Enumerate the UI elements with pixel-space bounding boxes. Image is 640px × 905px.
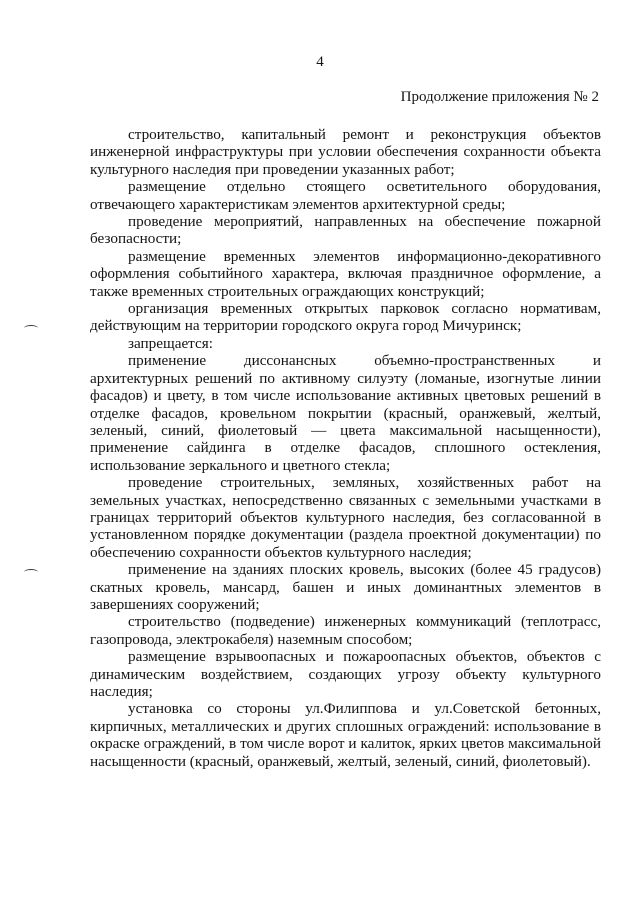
paragraph-hazardous-objects: размещение взрывоопасных и пожароопасных объектов, объектов с динамическим воздействием, создающих угрозу объекту культурного наследия;	[90, 648, 601, 700]
paragraph-decorative-elements: размещение временных элементов информационно-декоративного оформления событийного характера, включая праздничное оформление, а также временных строительных ограждающих конструкций;	[90, 247, 601, 300]
paragraph-utilities: строительство (подведение) инженерных коммуникаций (теплотрасс, газопровода, электрокабеля) наземным способом;	[90, 613, 601, 648]
paragraph-dissonant-solutions: применение диссонансных объемно-пространственных и архитектурных решений по активному силуэту (ломаные, изогнутые линии фасадов) и цвету, в том числе использование активных цветовых решений в отделке фасадов, кровельном покрытии (красный, оранжевый, желтый, зеленый, синий, фиолетовый — цвета максимальной насыщенности), применение сайдинга в отделке фасадов, сплошного остекления, использование зеркального и цветного стекла;	[90, 352, 601, 474]
paragraph-lighting: размещение отдельно стоящего осветительного оборудования, отвечающего характеристикам элементов архитектурной среды;	[90, 178, 601, 213]
appendix-continuation-label: Продолжение приложения № 2	[400, 89, 599, 105]
page-number: 4	[316, 54, 324, 70]
paragraph-earthworks: проведение строительных, земляных, хозяйственных работ на земельных участках, непосредственно связанных с земельными участками в границах территорий объектов культурного наследия, без согласованной в установленном порядке документации (раздела проектной документации) по обеспечению сохранности объектов культурного наследия;	[90, 474, 601, 561]
paragraph-roofs: применение на зданиях плоских кровель, высоких (более 45 градусов) скатных кровель, мансард, башен и иных доминантных элементов в завершениях сооружений;	[90, 561, 601, 613]
paragraph-fences: установка со стороны ул.Филиппова и ул.Советской бетонных, кирпичных, металлических и других сплошных ограждений: использование в окраске ограждений, в том числе ворот и калиток, ярких цветов максимальной насыщенности (красный, оранжевый, желтый, зеленый, синий, фиолетовый).	[90, 700, 601, 770]
paragraph-prohibited-heading: запрещается:	[128, 334, 213, 352]
paragraph-infrastructure: строительство, капитальный ремонт и реконструкция объектов инженерной инфраструктуры при условии обеспечения сохранности объекта культурного наследия при проведении указанных работ;	[90, 126, 601, 178]
document-body	[90, 126, 601, 770]
margin-hole-mark-top	[24, 325, 38, 331]
margin-hole-mark-bottom	[24, 569, 38, 575]
paragraph-fire-safety: проведение мероприятий, направленных на обеспечение пожарной безопасности;	[90, 213, 601, 248]
paragraph-parking: организация временных открытых парковок согласно нормативам, действующим на территории городского округа город Мичуринск;	[90, 300, 601, 335]
